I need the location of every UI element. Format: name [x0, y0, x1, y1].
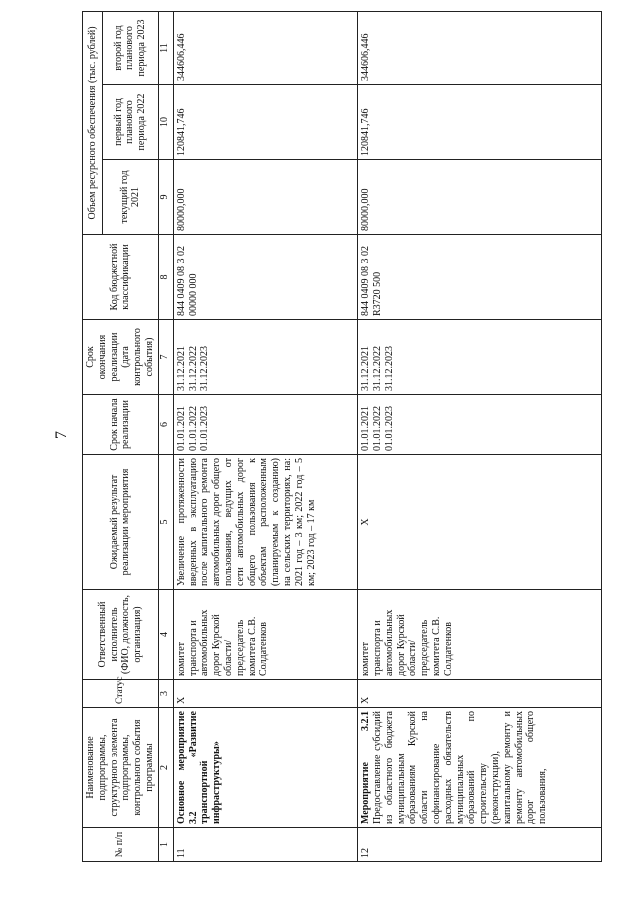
row-first-year: 120841,746: [358, 85, 602, 160]
row-end: 31.12.2021 31.12.2022 31.12.2023: [358, 320, 602, 395]
row-start: 01.01.2021 01.01.2022 01.01.2023: [358, 395, 602, 455]
header-no: № п/п: [83, 828, 159, 862]
page-number: 7: [53, 431, 70, 439]
row-end: 31.12.2021 31.12.2022 31.12.2023: [173, 320, 357, 395]
header-end: Срок окончания реализации (дата контрольного события): [83, 320, 159, 395]
header-start: Срок начала реализации: [83, 395, 159, 455]
header-name: Наименование подпрограммы, структурного элемента подпрограммы, контрольного события программы: [83, 708, 159, 828]
col-number: 1: [158, 828, 173, 862]
header-status: Статус: [83, 680, 159, 708]
row-executor: комитет транспорта и автомобильных дорог Курской области/председатель комитета С.В. Солдатенков: [173, 590, 357, 680]
table-sheet: [82, 12, 602, 862]
col-number: 10: [158, 85, 173, 160]
header-second-year: второй год планового периода 2023: [103, 11, 159, 84]
row-result: Увеличение протяженности введенных в эксплуатацию после капитального ремонта автомобильных дорог общего пользования, ведущих от сети автомобильных дорог общего пользования к объектам расположенным (планируемым к созданию) на сельских территориях, на: 2021 год – 3 км; 2022 год – 5 км; 2023 год – 17 км: [173, 455, 357, 590]
col-number: 11: [158, 11, 173, 84]
col-number: 3: [158, 680, 173, 708]
header-volume: Объем ресурсного обеспечения (тыс. рублей): [83, 11, 103, 234]
header-code: Код бюджетной классификации: [83, 235, 159, 320]
row-number: 12: [358, 828, 602, 862]
row-second-year: 344606,446: [173, 11, 357, 84]
row-name: [358, 708, 602, 828]
col-number: 2: [158, 708, 173, 828]
table-row-11: [173, 11, 357, 861]
col-number: 4: [158, 590, 173, 680]
row-name-bold: Основное мероприятие 3.2 «Развитие транспортной инфраструктуры»: [175, 711, 223, 824]
row-code: 844 0409 08 3 02 R3720 500: [358, 235, 602, 320]
row-name-text: Предоставление субсидий из областного бюджета муниципальным образованиям Курской области на софинансирование расходных обязательств муниципальных образований по строительству (реконструкции), капитальному ремонту и ремонту автомобильных дорог общего пользования,: [371, 711, 549, 824]
row-name-bold: Мероприятие 3.2.1: [360, 711, 372, 824]
header-result: Ожидаемый результат реализации мероприятия: [83, 455, 159, 590]
table-row-12: [358, 11, 602, 861]
col-number: 6: [158, 395, 173, 455]
row-current-year: 80000,000: [173, 160, 357, 235]
resource-table: [82, 11, 602, 862]
row-status: X: [358, 680, 602, 708]
row-number: 11: [173, 828, 357, 862]
col-number: 7: [158, 320, 173, 395]
col-number: 9: [158, 160, 173, 235]
row-second-year: 344606,446: [358, 11, 602, 84]
row-result: X: [358, 455, 602, 590]
header-current-year: текущий год 2021: [103, 160, 159, 235]
row-start: 01.01.2021 01.01.2022 01.01.2023: [173, 395, 357, 455]
col-number: 8: [158, 235, 173, 320]
row-current-year: 80000,000: [358, 160, 602, 235]
column-number-row: [158, 11, 173, 861]
row-status: X: [173, 680, 357, 708]
row-first-year: 120841,746: [173, 85, 357, 160]
row-name: [173, 708, 357, 828]
row-executor: комитет транспорта и автомобильных дорог Курской области/председатель комитета С.В. Солдатенков: [358, 590, 602, 680]
row-code: 844 0409 08 3 02 00000 000: [173, 235, 357, 320]
header-executor: Ответственный исполнитель (ФИО, должность, организация): [83, 590, 159, 680]
header-first-year: первый год планового периода 2022: [103, 85, 159, 160]
rotated-table-wrapper: [82, 12, 602, 862]
col-number: 5: [158, 455, 173, 590]
